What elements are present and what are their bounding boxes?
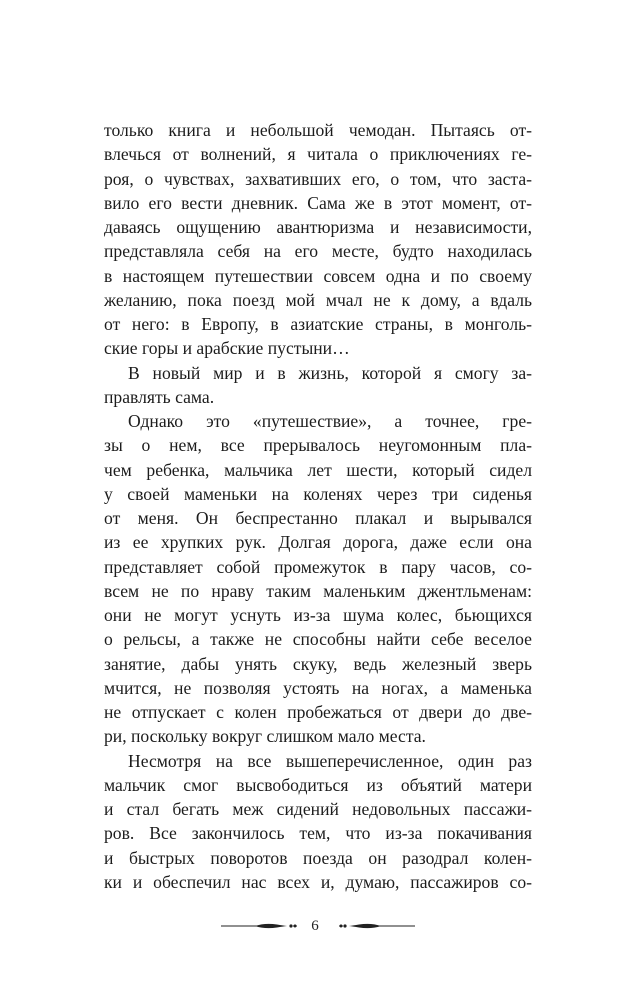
text-line: у своей маменьки на коленях через три сиденья xyxy=(104,483,532,504)
text-line: всем не по нраву таким маленьким джентльменам: xyxy=(104,580,532,601)
text-line: не отпускает с колен пробежаться от двери до две- xyxy=(104,702,532,722)
flourish-ornament-icon xyxy=(221,920,301,932)
text-line: ки и обеспечил нас всех и, думаю, пассажиров со- xyxy=(104,871,532,892)
text-line: занятие, дабы унять скуку, ведь железный зверь xyxy=(104,653,532,674)
text-line: Однако это «путешествие», а точнее, гре- xyxy=(128,411,532,431)
text-line: ские горы и арабские пустыни… xyxy=(104,338,350,359)
text-line: даваясь ощущению авантюризма и независимости, xyxy=(104,217,532,237)
flourish-ornament-icon xyxy=(335,920,415,932)
text-line: правлять сама. xyxy=(104,386,215,407)
text-line: вило его вести дневник. Сама же в этот момент, от- xyxy=(104,192,532,213)
text-line: представляла себя на его месте, будто находилась xyxy=(104,241,532,262)
text-line: мчится, не позволяя устоять на ногах, а маменька xyxy=(104,677,532,698)
text-line: влечься от волнений, я читала о приключениях ге- xyxy=(104,144,532,165)
text-line: и стал бегать меж сидений недовольных пассажи- xyxy=(104,799,532,819)
text-line: в настоящем путешествии совсем одна и по своему xyxy=(104,265,532,286)
text-line: роя, о чувствах, захвативших его, о том, что заста- xyxy=(104,168,532,189)
text-line: из ее хрупких рук. Долгая дорога, даже если она xyxy=(104,532,532,553)
text-line: от меня. Он беспрестанно плакал и вырывался xyxy=(104,508,532,528)
text-line: желанию, пока поезд мой мчал не к дому, а вдаль xyxy=(104,289,532,310)
page-footer xyxy=(0,914,619,938)
text-line: В новый мир и в жизнь, которой я смогу за- xyxy=(128,362,532,383)
text-line: Несмотря на все вышеперечисленное, один раз xyxy=(128,750,532,771)
text-line: мальчик смог высвободиться из объятий матери xyxy=(104,774,532,795)
text-line: ри, поскольку вокруг слишком мало места. xyxy=(104,726,426,747)
text-line: и быстрых поворотов поезда он разодрал колен- xyxy=(104,847,532,868)
text-line: чем ребенка, мальчика лет шести, который сидел xyxy=(104,459,532,480)
text-line: от него: в Европу, в азиатские страны, в монголь- xyxy=(104,314,532,334)
body-text xyxy=(104,118,532,894)
text-line: представляет собой промежуток в пару часов, со- xyxy=(104,556,532,577)
text-line: они не могут уснуть из-за шума колес, бьющихся xyxy=(104,605,532,625)
page-number: 6 xyxy=(311,918,319,934)
text-line: зы о нем, все прерывалось неугомонным пла- xyxy=(104,435,532,456)
text-line: ров. Все закончилось тем, что из-за покачивания xyxy=(104,823,532,844)
text-line: о рельсы, а также не способны найти себе веселое xyxy=(104,629,532,650)
text-line: только книга и небольшой чемодан. Пытаясь от- xyxy=(104,120,532,140)
